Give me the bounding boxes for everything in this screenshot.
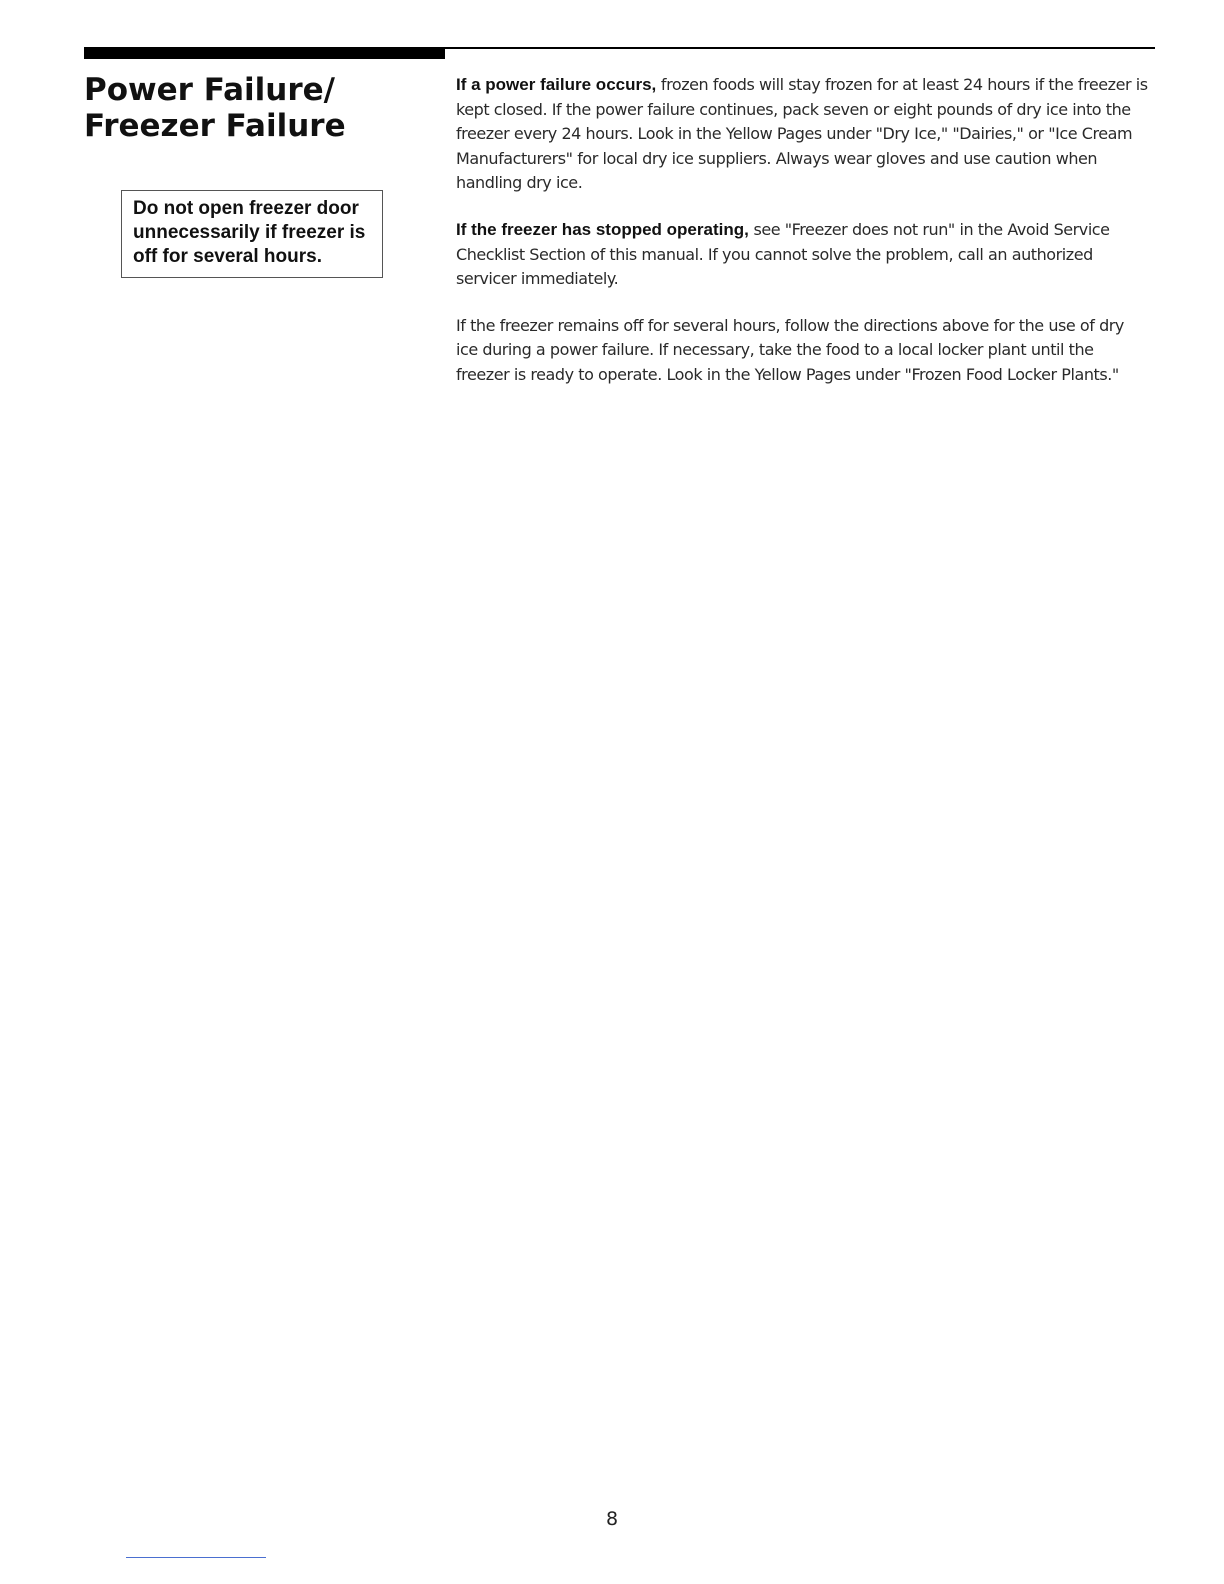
section-title [84,72,424,144]
paragraph-stopped-operating-lead: If the freezer has stopped operating, [456,219,749,239]
paragraph-remains-off-text: If the freezer remains off for several hours, follow the directions above for the use of dry ice during a power failure. If necessary, take the food to a local locker plant until the freezer is ready to operate. Look in the Yellow Pages under "Frozen Food Locker Plants." [456,315,1124,384]
paragraph-stopped-operating [456,218,1149,292]
section-title-line-1: Power Failure/ [84,72,335,108]
page-number: 8 [605,1508,619,1530]
header-rule-thin [445,47,1155,49]
paragraph-power-failure [456,73,1149,196]
paragraph-power-failure-text: frozen foods will stay frozen for at least 24 hours if the freezer is kept closed. If the power failure continues, pack seven or eight pounds of dry ice into the freezer every 24 hours. Look in the Yellow Pages under "Dry Ice," "Dairies," or "Ice Cream Manufacturers" for local dry ice suppliers. Always wear gloves and use caution when handling dry ice. [456,75,1148,193]
paragraph-stopped-operating-text: see "Freezer does not run" in the Avoid Service Checklist Section of this manual. If you cannot solve the problem, call an authorized servicer immediately. [456,219,1110,289]
warning-callout-box [121,190,383,278]
paragraph-power-failure-lead: If a power failure occurs, [456,75,657,94]
header-rule-thick [84,47,445,59]
paragraph-remains-off [456,314,1149,388]
section-title-line-2: Freezer Failure [84,108,346,144]
body-column [456,73,1149,410]
warning-callout-text: Do not open freezer door unnecessarily if freezer is off for several hours. [133,198,366,267]
footer-rule [126,1557,266,1558]
